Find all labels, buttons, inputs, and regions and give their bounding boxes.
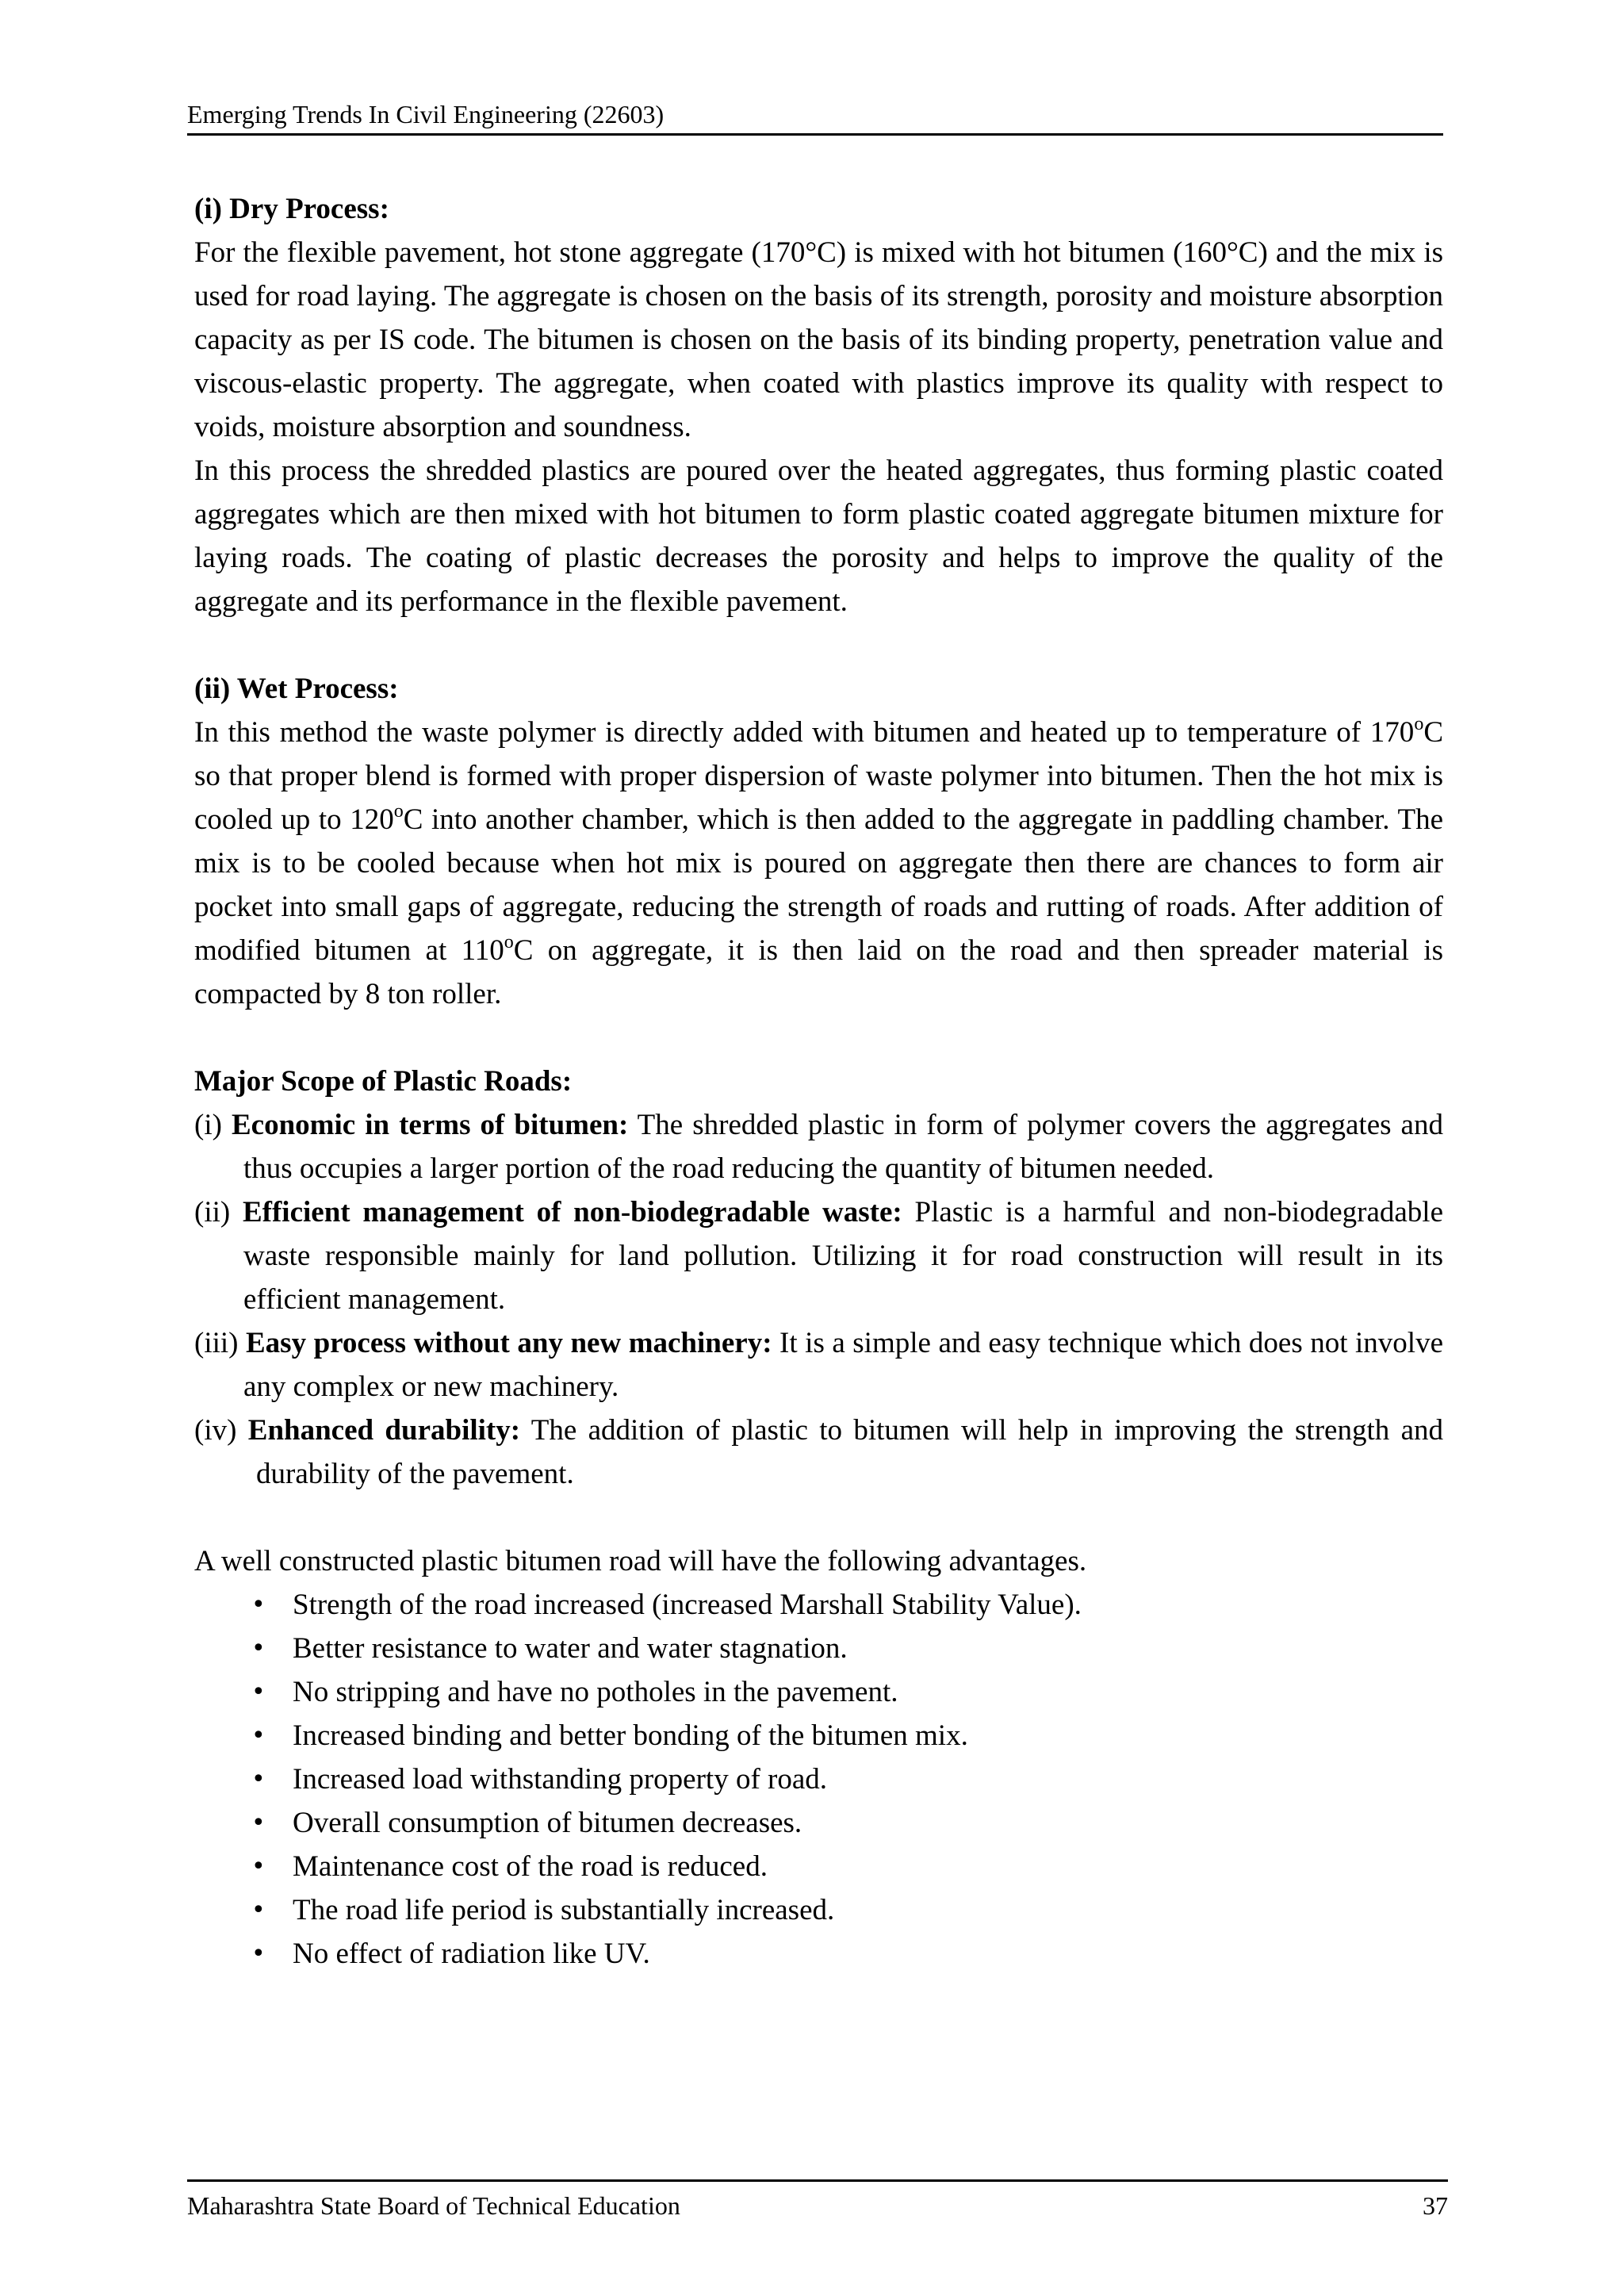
page-footer bbox=[187, 2179, 1448, 2221]
page-number: 37 bbox=[1423, 2191, 1448, 2220]
advantages-intro: A well constructed plastic bitumen road will have the following advantages. bbox=[194, 1545, 1087, 1577]
degree-mark: o bbox=[393, 801, 404, 822]
bullet-icon: • bbox=[251, 1896, 266, 1924]
list-item: • No effect of radiation like UV. bbox=[194, 1932, 1443, 1976]
list-item: • No stripping and have no potholes in the pavement. bbox=[194, 1670, 1443, 1714]
list-item: • The road life period is substantially increased. bbox=[194, 1888, 1443, 1932]
dry-process-paragraph-1: For the flexible pavement, hot stone aggregate (170°C) is mixed with hot bitumen (160°C) and the mix is used for road laying. The aggregate is chosen on the basis of its strength, porosity and moisture absorption capacity as per IS code. The bitumen is chosen on the basis of its binding property, penetration value and viscous-elastic property. The aggregate, when coated with plastics improve its quality with respect to voids, moisture absorption and soundness. bbox=[194, 236, 1443, 443]
bullet-icon: • bbox=[251, 1765, 266, 1793]
list-item: • Increased load withstanding property of road. bbox=[194, 1757, 1443, 1801]
bullet-icon: • bbox=[251, 1809, 266, 1837]
scope-heading: Major Scope of Plastic Roads: bbox=[194, 1065, 573, 1098]
header-title: Emerging Trends In Civil Engineering (22603) bbox=[187, 100, 665, 128]
wet-process-paragraph: In this method the waste polymer is directly added with bitumen and heated up to temperature of 170$^o$C so that proper blend is formed with proper dispersion of waste polymer into bitumen. Then the hot mix is cooled up to 120$^o$C into another chamber, which is then added to the aggregate in paddling chamber. The mix is to be cooled because when hot mix is poured on aggregate then there are chances to form air pocket into small gaps of aggregate, reducing the strength of roads and rutting of roads. After addition of modified bitumen at 110$^o$C on aggregate, it is then laid on the road and then spreader material is compacted by 8 ton roller. bbox=[194, 714, 1444, 1010]
footer-organization: Maharashtra State Board of Technical Education bbox=[187, 2191, 680, 2220]
bullet-icon: • bbox=[251, 1853, 266, 1880]
dry-process-heading: (i) Dry Process: bbox=[194, 193, 389, 225]
scope-item: (iii) Easy process without any new machinery: It is a simple and easy technique which does not involve any complex or new machinery. bbox=[194, 1327, 1443, 1403]
list-item: • Strength of the road increased (increased Marshall Stability Value). bbox=[194, 1583, 1443, 1627]
advantages-list bbox=[194, 1583, 1443, 1976]
wet-process-heading: (ii) Wet Process: bbox=[194, 673, 399, 705]
scope-item: (ii) Efficient management of non-biodegradable waste: Plastic is a harmful and non-biodegradable waste responsible mainly for land pollution. Utilizing it for road construction will result in its efficient management. bbox=[194, 1196, 1444, 1316]
bullet-icon: • bbox=[251, 1940, 266, 1968]
page-header bbox=[187, 98, 1443, 136]
degree-mark: o bbox=[1414, 714, 1424, 734]
bullet-icon: • bbox=[251, 1635, 266, 1662]
list-item: • Maintenance cost of the road is reduced. bbox=[194, 1845, 1443, 1888]
bullet-icon: • bbox=[251, 1678, 266, 1706]
list-item: • Better resistance to water and water stagnation. bbox=[194, 1627, 1443, 1670]
page-content bbox=[194, 187, 1443, 1976]
scope-item: (i) Economic in terms of bitumen: The shredded plastic in form of polymer covers the aggregates and thus occupies a larger portion of the road reducing the quantity of bitumen needed. bbox=[194, 1109, 1443, 1185]
degree-mark: o bbox=[504, 932, 514, 953]
scope-item: (iv) Enhanced durability: The addition of plastic to bitumen will help in improving the strength and durability of the pavement. bbox=[194, 1414, 1443, 1490]
bullet-icon: • bbox=[251, 1591, 266, 1619]
list-item: • Increased binding and better bonding of the bitumen mix. bbox=[194, 1714, 1443, 1757]
bullet-icon: • bbox=[251, 1722, 266, 1750]
dry-process-paragraph-2: In this process the shredded plastics are poured over the heated aggregates, thus forming plastic coated aggregates which are then mixed with hot bitumen to form plastic coated aggregate bitumen mixture for laying roads. The coating of plastic decreases the porosity and helps to improve the quality of the aggregate and its performance in the flexible pavement. bbox=[194, 454, 1443, 618]
list-item: • Overall consumption of bitumen decreases. bbox=[194, 1801, 1443, 1845]
